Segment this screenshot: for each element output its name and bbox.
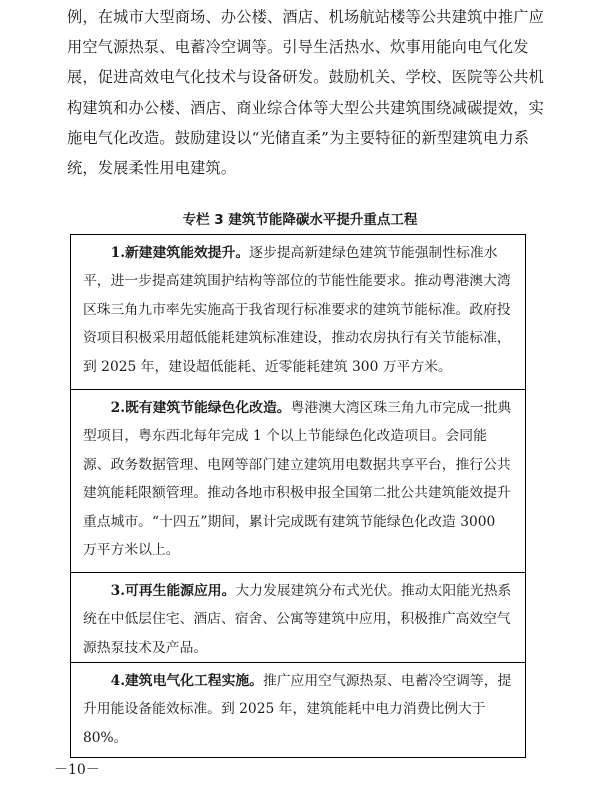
project-item-renewable-energy bbox=[71, 573, 525, 663]
project-item-title: 3.可再生能源应用。 bbox=[110, 583, 236, 599]
project-item-electrification bbox=[71, 663, 525, 757]
body-paragraph: 例，在城市大型商场、办公楼、酒店、机场航站楼等公共建筑中推广应用空气源热泵、电蓄冷空调等。引导生活热水、炊事用能向电气化发展，促进高效电气化技术与设备研发。鼓励机关、学校、医院等公共机构建筑和办公楼、酒店、商业综合体等大型公共建筑围绕减碳提效，实施电气化改造。鼓励建设以“光储直柔”为主要特征的新型建筑电力系统，发展柔性用电建筑。 bbox=[67, 8, 545, 178]
project-item-title: 2.既有建筑节能绿色化改造。 bbox=[110, 400, 291, 416]
project-item-text: 逐步提高新建绿色建筑节能强制性标准水平，进一步提高建筑围护结构等部位的节能性能要求。推动粤港澳大湾区珠三角九市率先实施高于我省现行标准要求的建筑节能标准。政府投资项目积极采用超低能耗建筑标准建设，推动农房执行有关节能标准，到 2025 年，建设超低能耗、近零能耗建筑 300 万平方米。 bbox=[83, 245, 511, 375]
project-item-title: 4.建筑电气化工程实施。 bbox=[110, 673, 263, 689]
project-item-title: 1.新建建筑能效提升。 bbox=[110, 245, 250, 261]
box-title: 专栏 3 建筑节能降碳水平提升重点工程 bbox=[182, 212, 418, 228]
project-item-text: 大力发展建筑分布式光伏。推动太阳能光热系统在中低层住宅、酒店、宿舍、公寓等建筑中应用，积极推广高效空气源热泵技术及产品。 bbox=[83, 583, 512, 656]
project-item-text: 粤港澳大湾区珠三角九市完成一批典型项目，粤东西北每年完成 1 个以上节能绿色化改造项目。会同能源、政务数据管理、电网等部门建立建筑用电数据共享平台，推行公共建筑能耗限额管理。推动各地市积极申报全国第二批公共建筑能效提升重点城市。“十四五”期间，累计完成既有建筑节能绿色化改造 3000 万平方米以上。 bbox=[83, 400, 512, 559]
project-item-new-building bbox=[71, 235, 525, 390]
key-projects-box bbox=[70, 234, 526, 758]
project-item-existing-building bbox=[71, 390, 525, 573]
page-number: －10－ bbox=[54, 762, 100, 778]
project-item-text: 推广应用空气源热泵、电蓄冷空调等，提升用能设备能效标准。到 2025 年，建筑能耗中电力消费比例大于 80%。 bbox=[83, 673, 512, 746]
